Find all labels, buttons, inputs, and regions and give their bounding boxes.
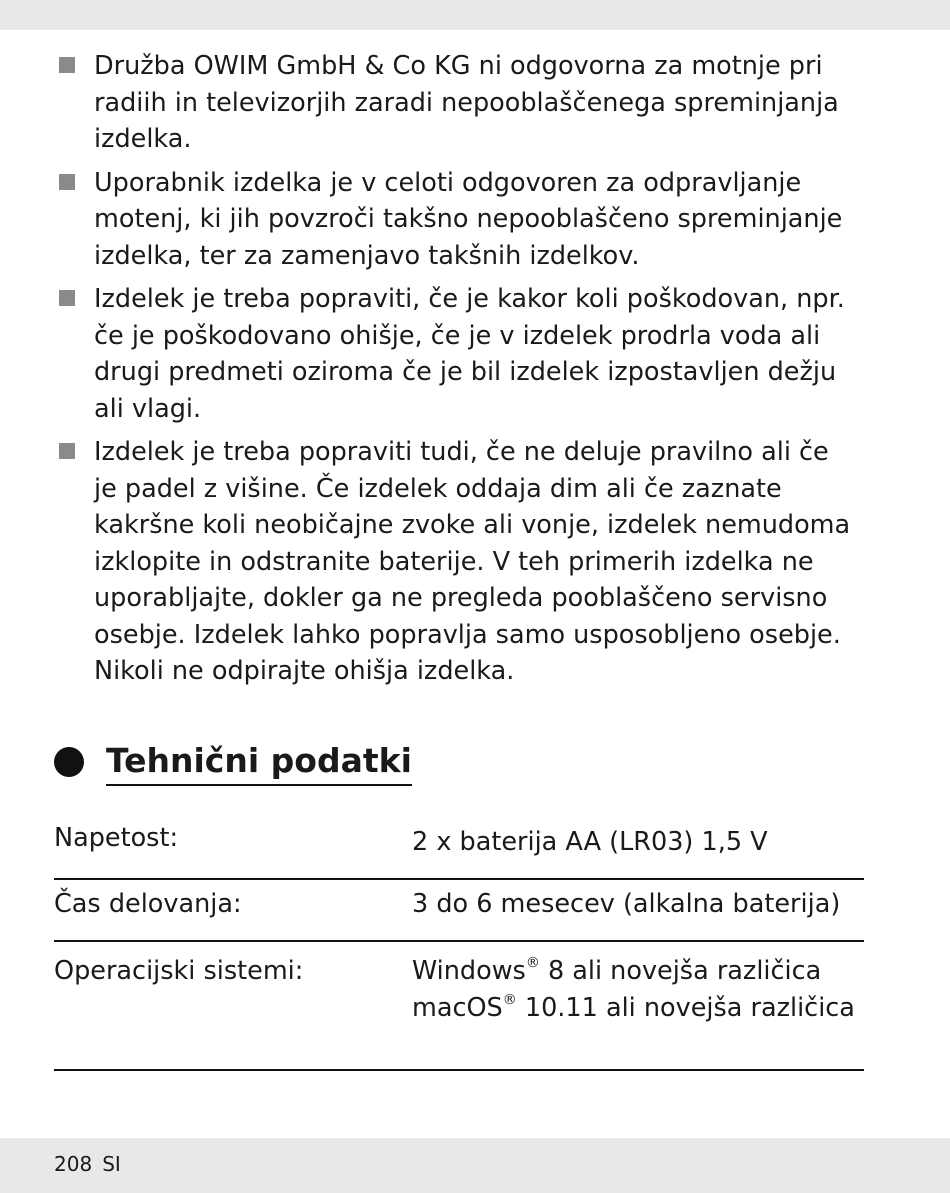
- page-footer: [54, 1152, 131, 1176]
- bullet-text: Izdelek je treba popraviti tudi, če ne deluje pravilno ali če je padel z višine. Če izdelek oddaja dim ali če zaznate kakršne koli neobičajne zvoke ali vonje, izdelek nemudoma izklopite in odstranite baterije. V teh primerih izdelka ne uporabljajte, dokler ga ne pregleda pooblaščeno servisno osebje. Izdelek lahko popravlja samo usposobljeno osebje. Nikoli ne odpirajte ohišja izdelka.: [94, 437, 851, 686]
- square-bullet-icon: [59, 443, 75, 459]
- page-number: 208: [54, 1152, 93, 1176]
- os-mac-line: macOS® 10.11 ali novejša različica: [412, 991, 855, 1023]
- spec-value: 2 x baterija AA (LR03) 1,5 V: [412, 827, 768, 857]
- bullet-text: Družba OWIM GmbH & Co KG ni odgovorna za motnje pri radiih in televizorjih zaradi nepooblaščenega spreminjanja izdelka.: [94, 51, 839, 154]
- registered-mark: ®: [502, 991, 517, 1008]
- bottom-band: [0, 1138, 950, 1193]
- os-windows-line: Windows® 8 ali novejša različica: [412, 955, 822, 986]
- bullet-item: [56, 48, 856, 158]
- top-band: [0, 0, 950, 30]
- bullet-item: [56, 165, 856, 275]
- spec-row-os: [54, 942, 864, 1071]
- safety-bullet-list: [56, 48, 856, 697]
- bullet-text: Uporabnik izdelka je v celoti odgovoren za odpravljanje motenj, ki jih povzroči takšno nepooblaščeno spreminjanje izdelka, ter za zamenjavo takšnih izdelkov.: [94, 167, 843, 271]
- section-title: Tehnični podatki: [106, 740, 412, 786]
- bullet-text: Izdelek je treba popraviti, če je kakor koli poškodovan, npr. če je poškodovano ohišje, če je v izdelek prodrla voda ali drugi predmeti oziroma če je bil izdelek izpostavljen dežju ali vlagi.: [94, 284, 845, 424]
- language-code: SI: [102, 1152, 121, 1176]
- bullet-item: [56, 281, 856, 427]
- spec-value: 3 do 6 mesecev (alkalna baterija): [412, 889, 841, 919]
- square-bullet-icon: [59, 57, 75, 73]
- spec-label: Operacijski sistemi:: [54, 956, 304, 986]
- spec-value-os: [412, 953, 864, 1026]
- spec-row-voltage: [54, 820, 864, 880]
- bullet-item: [56, 434, 856, 690]
- spec-label: Čas delovanja:: [54, 889, 242, 919]
- spec-row-runtime: [54, 880, 864, 942]
- registered-mark: ®: [525, 955, 540, 971]
- square-bullet-icon: [59, 290, 75, 306]
- square-bullet-icon: [59, 174, 75, 190]
- technical-specs-table: [54, 820, 864, 1071]
- spec-label: Napetost:: [54, 823, 179, 853]
- round-bullet-icon: [54, 747, 84, 777]
